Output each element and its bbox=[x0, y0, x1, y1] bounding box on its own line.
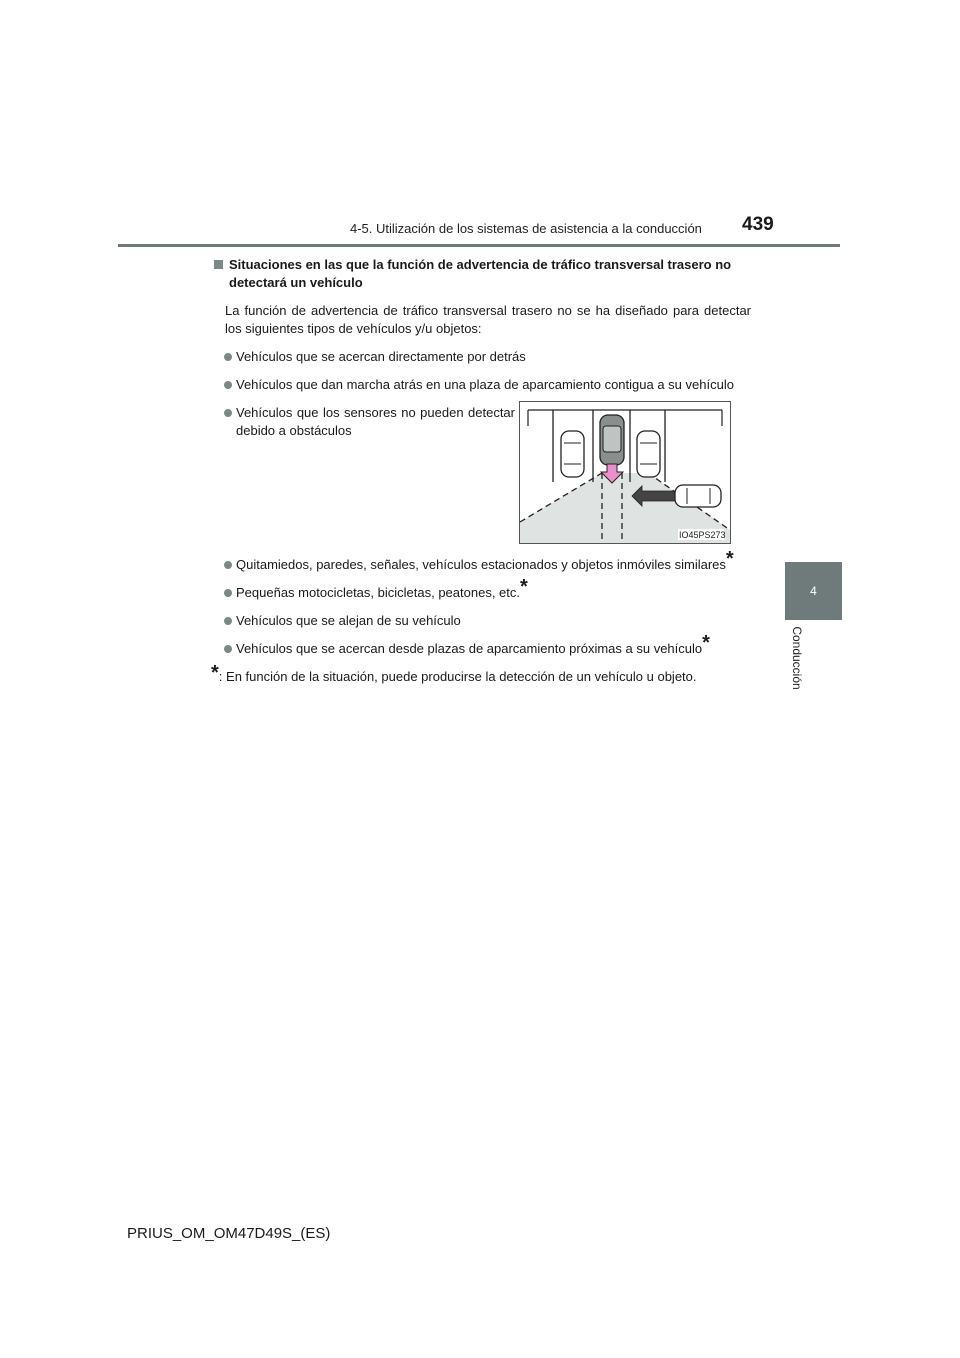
list-item bbox=[225, 576, 751, 602]
list-item bbox=[225, 548, 751, 574]
footnote bbox=[211, 662, 751, 686]
intro-paragraph: La función de advertencia de tráfico transversal trasero no se ha diseñado para detectar los siguientes tipos de vehículos y/u objetos: bbox=[225, 303, 751, 336]
bullet-icon bbox=[224, 353, 232, 361]
list-item-text: Vehículos que dan marcha atrás en una plaza de aparcamiento contigua a su vehículo bbox=[236, 377, 734, 392]
list-item-text: Quitamiedos, paredes, señales, vehículos estacionados y objetos inmóviles similares* bbox=[236, 548, 734, 572]
list-item bbox=[225, 632, 751, 658]
list-item bbox=[225, 376, 751, 394]
square-bullet-icon bbox=[214, 260, 223, 269]
bullet-icon bbox=[224, 645, 232, 653]
list-item bbox=[225, 612, 751, 630]
own-car bbox=[600, 415, 624, 465]
parked-car-left bbox=[561, 431, 584, 477]
header-rule bbox=[118, 244, 840, 247]
list-item-text: Pequeñas motocicletas, bicicletas, peatones, etc.* bbox=[236, 576, 528, 600]
list-item-text: Vehículos que se acercan desde plazas de aparcamiento próximas a su vehículo* bbox=[236, 632, 710, 656]
bullet-with-figure bbox=[211, 404, 751, 544]
chapter-label: Conducción bbox=[790, 626, 804, 690]
list-item bbox=[225, 348, 751, 366]
page-number: 439 bbox=[742, 214, 774, 235]
approaching-car bbox=[675, 485, 721, 507]
section-heading bbox=[211, 256, 751, 292]
list-item bbox=[225, 404, 515, 544]
list-item-text: Vehículos que se alejan de su vehículo bbox=[236, 613, 461, 628]
bullet-icon bbox=[224, 561, 232, 569]
bullet-icon bbox=[224, 409, 232, 417]
figure-code: IO45PS273 bbox=[679, 530, 726, 540]
asterisk-mark: * bbox=[725, 548, 734, 570]
heading-text: Situaciones en las que la función de advertencia de tráfico transversal trasero no detectará un vehículo bbox=[229, 257, 732, 290]
parking-illustration bbox=[519, 401, 731, 544]
chapter-tab: 4 bbox=[785, 562, 842, 620]
footnote-text: : En función de la situación, puede producirse la detección de un vehículo u objeto. bbox=[218, 669, 697, 684]
bullet-icon bbox=[224, 617, 232, 625]
parking-diagram bbox=[520, 402, 730, 543]
bullet-icon bbox=[224, 589, 232, 597]
asterisk-mark: * bbox=[702, 632, 710, 654]
section-title: 4-5. Utilización de los sistemas de asistencia a la conducción bbox=[350, 221, 702, 236]
main-content bbox=[211, 256, 751, 686]
bullet-icon bbox=[224, 381, 232, 389]
list-item-text: Vehículos que se acercan directamente por detrás bbox=[236, 349, 526, 364]
asterisk-mark: * bbox=[211, 662, 219, 684]
asterisk-mark: * bbox=[520, 576, 528, 598]
parked-car-right bbox=[637, 431, 660, 477]
document-id: PRIUS_OM_OM47D49S_(ES) bbox=[127, 1225, 331, 1242]
list-item-text: Vehículos que los sensores no pueden detectar debido a obstáculos bbox=[236, 405, 515, 438]
